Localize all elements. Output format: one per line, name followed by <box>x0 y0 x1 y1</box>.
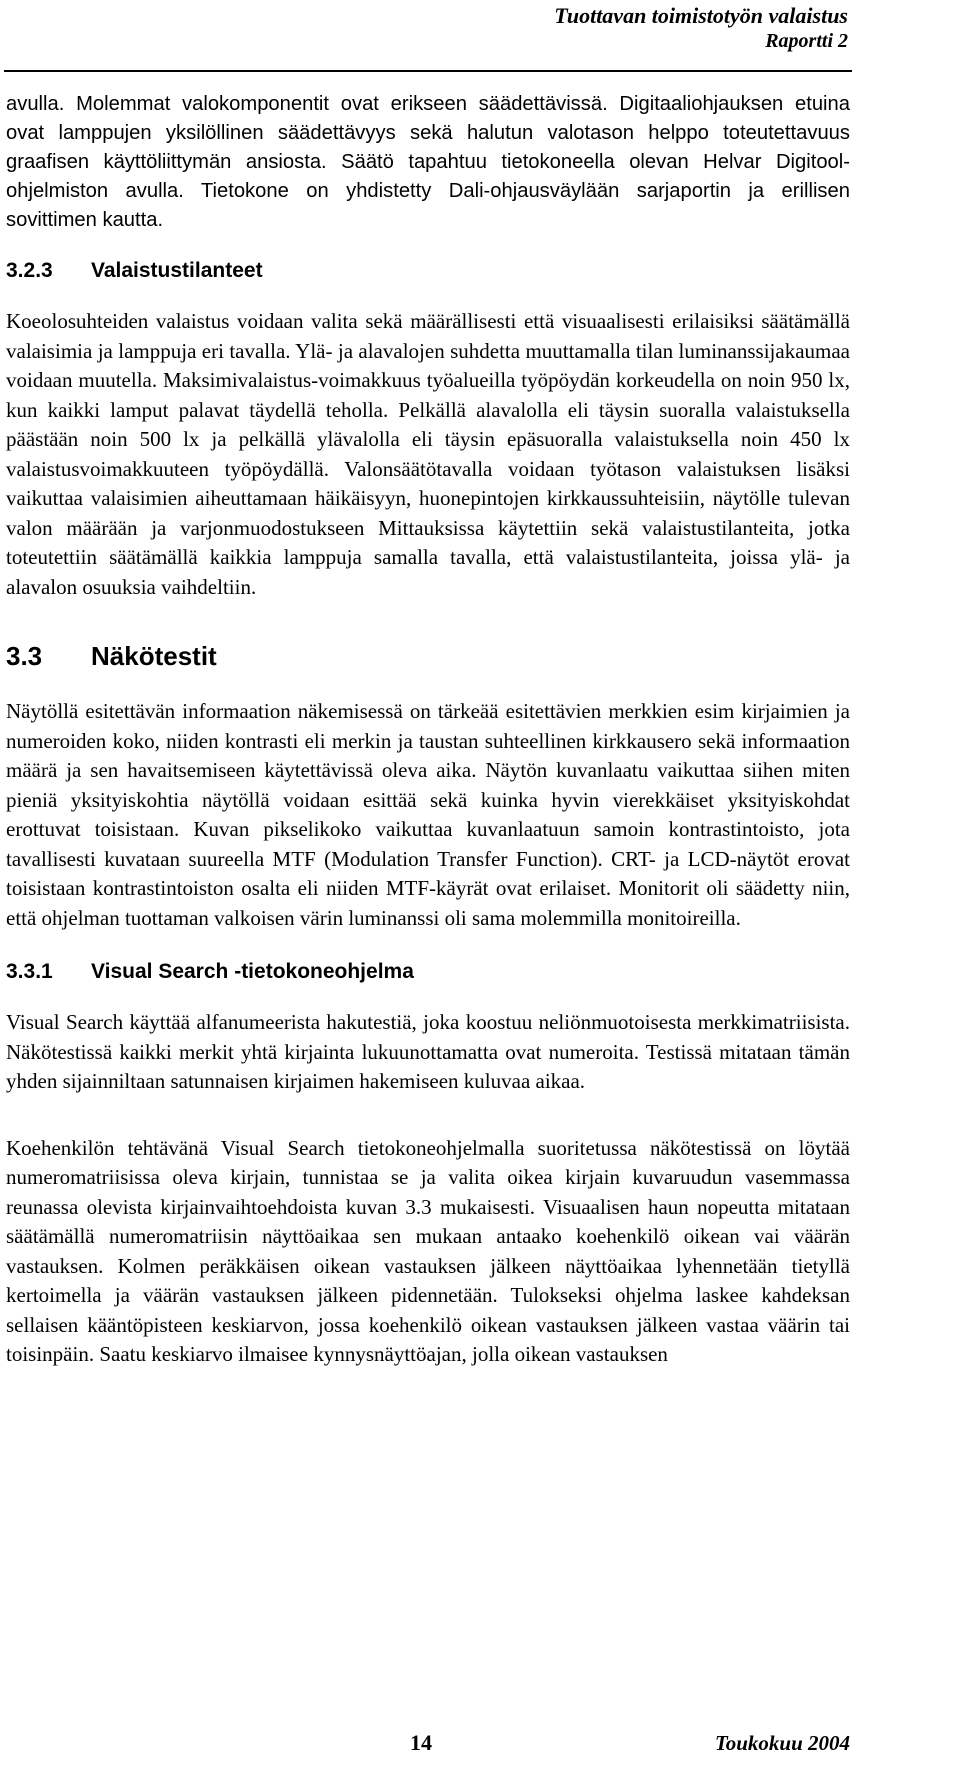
section-heading-3-2-3 <box>6 256 850 286</box>
paragraph-visual-search-1: Visual Search käyttää alfanumeerista hakutestiä, joka koostuu neliönmuotoisesta merkkimatriisista. Näkötestissä kaikki merkit yhtä kirjainta lukuunottamatta ovat numeroita. Testissä mitataan tämän yhden sijainniltaan satunnaisen kirjaimen hakemiseen kuluvaa aikaa. <box>6 1010 850 1093</box>
section-title: Valaistustilanteet <box>91 259 263 282</box>
section-heading-3-3-1 <box>6 957 850 987</box>
section-number: 3.3.1 <box>6 960 53 983</box>
paragraph-intro: avulla. Molemmat valokomponentit ovat erikseen säädettävissä. Digitaaliohjauksen etuina ovat lamppujen yksilöllinen säädettävyys sekä halutun valotason helppo toteutettavuus graafisen käyttöliittymän ansiosta. Säätö tapahtuu tietokoneella olevan Helvar Digitool-ohjelmiston avulla. Tietokone on yhdistetty Dali-ohjausväylään sarjaportin ja erillisen sovittimen kautta. <box>6 93 850 231</box>
section-number: 3.3 <box>6 641 43 671</box>
paragraph-nakotestit: Näytöllä esitettävän informaation näkemisessä on tärkeää esitettävien merkkien esim kirjaimien ja numeroiden koko, niiden kontrasti eli merkin ja taustan suhteellinen kirkkausero sekä informaation määrä ja sen havaitsemiseen käytettävissä oleva aika. Näytön kuvanlaatu vaikuttaa siihen miten pieniä yksityiskohtia näytöllä voidaan esittää sekä kuinka hyvin vierekkäiset yksityiskohdat erottuvat toisistaan. Kuvan pikselikoko vaikuttaa kuvanlaatuun samoin kontrastintoisto, jota tavallisesti kuvataan suureella MTF (Modulation Transfer Function). CRT- ja LCD-näytöt erovat toisistaan kontrastintoiston osalta eli niiden MTF-käyrät ovat erilaiset. Monitorit oli säädetty niin, että ohjelman tuottaman valkoisen värin luminanssi oli sama molemmilla monitoireilla. <box>6 699 850 930</box>
paragraph-valaistustilanteet: Koeolosuhteiden valaistus voidaan valita sekä määrällisesti että visuaalisesti erilaisiksi säätämällä valaisimia ja lamppuja eri tavalla. Ylä- ja alavalojen suhdetta muuttamalla tilan luminanssijakaumaa voidaan muutella. Maksimivalaistus-voimakkuus työalueilla työpöydän korkeudella on noin 950 lx, kun kaikki lamput palavat täydellä teholla. Pelkällä alavalolla eli täysin suoralla valaistuksella päästään noin 500 lx ja pelkällä ylävalolla eli täysin epäsuoralla valaistuksella noin 450 lx valaistusvoimakkuuteen työpöydällä. Valonsäätötavalla voidaan työtason valaistuksen lisäksi vaikuttaa valaisimien aiheuttamaan häikäisyyn, huonepintojen kirkkaussuhteisiin, näytölle tulevan valon määrään ja varjonmuodostukseen Mittauksissa käytettiin sekä valaistustilanteita, jotka toteutettiin säätämällä kaikkia lamppuja samalla tavalla, että valaistustilanteita, joissa ylä- ja alavalon osuuksia vaihdeltiin. <box>6 309 850 599</box>
section-title: Näkötestit <box>91 641 217 671</box>
section-number: 3.2.3 <box>6 259 53 282</box>
page-body <box>6 90 850 1370</box>
header-report: Raportti 2 <box>765 30 848 52</box>
header-rule <box>4 70 852 72</box>
page-number: 14 <box>410 1730 432 1755</box>
section-title: Visual Search -tietokoneohjelma <box>91 960 414 983</box>
section-heading-3-3 <box>6 639 850 673</box>
paragraph-visual-search-2: Koehenkilön tehtävänä Visual Search tietokoneohjelmalla suoritetussa näkötestissä on löytää numeromatriisissa oleva kirjain, tunnistaa se ja valita oikea kirjain kuvaruudun vasemmassa reunassa olevista kirjainvaihtoehdoista kuvan 3.3 mukaisesti. Visuaalisen haun nopeutta mitataan säätämällä numeromatriisin näyttöaikaa sen mukaan antaako koehenkilö oikean vai väärän vastauksen. Kolmen peräkkäisen oikean vastauksen jälkeen näyttöaikaa lyhennetään tietyllä kertoimella ja väärän vastauksen jälkeen pidennetään. Tulokseksi ohjelma laskee kahdeksan sellaisen kääntöpisteen keskiarvon, jossa koehenkilö oikean vastauksen jälkeen vastaa väärin tai toisinpäin. Saatu keskiarvo ilmaisee kynnysnäyttöajan, jolla oikean vastauksen <box>6 1135 850 1366</box>
footer-date: Toukokuu 2004 <box>714 1731 850 1755</box>
header-title: Tuottavan toimistotyön valaistus <box>554 3 848 28</box>
running-header <box>554 2 848 53</box>
